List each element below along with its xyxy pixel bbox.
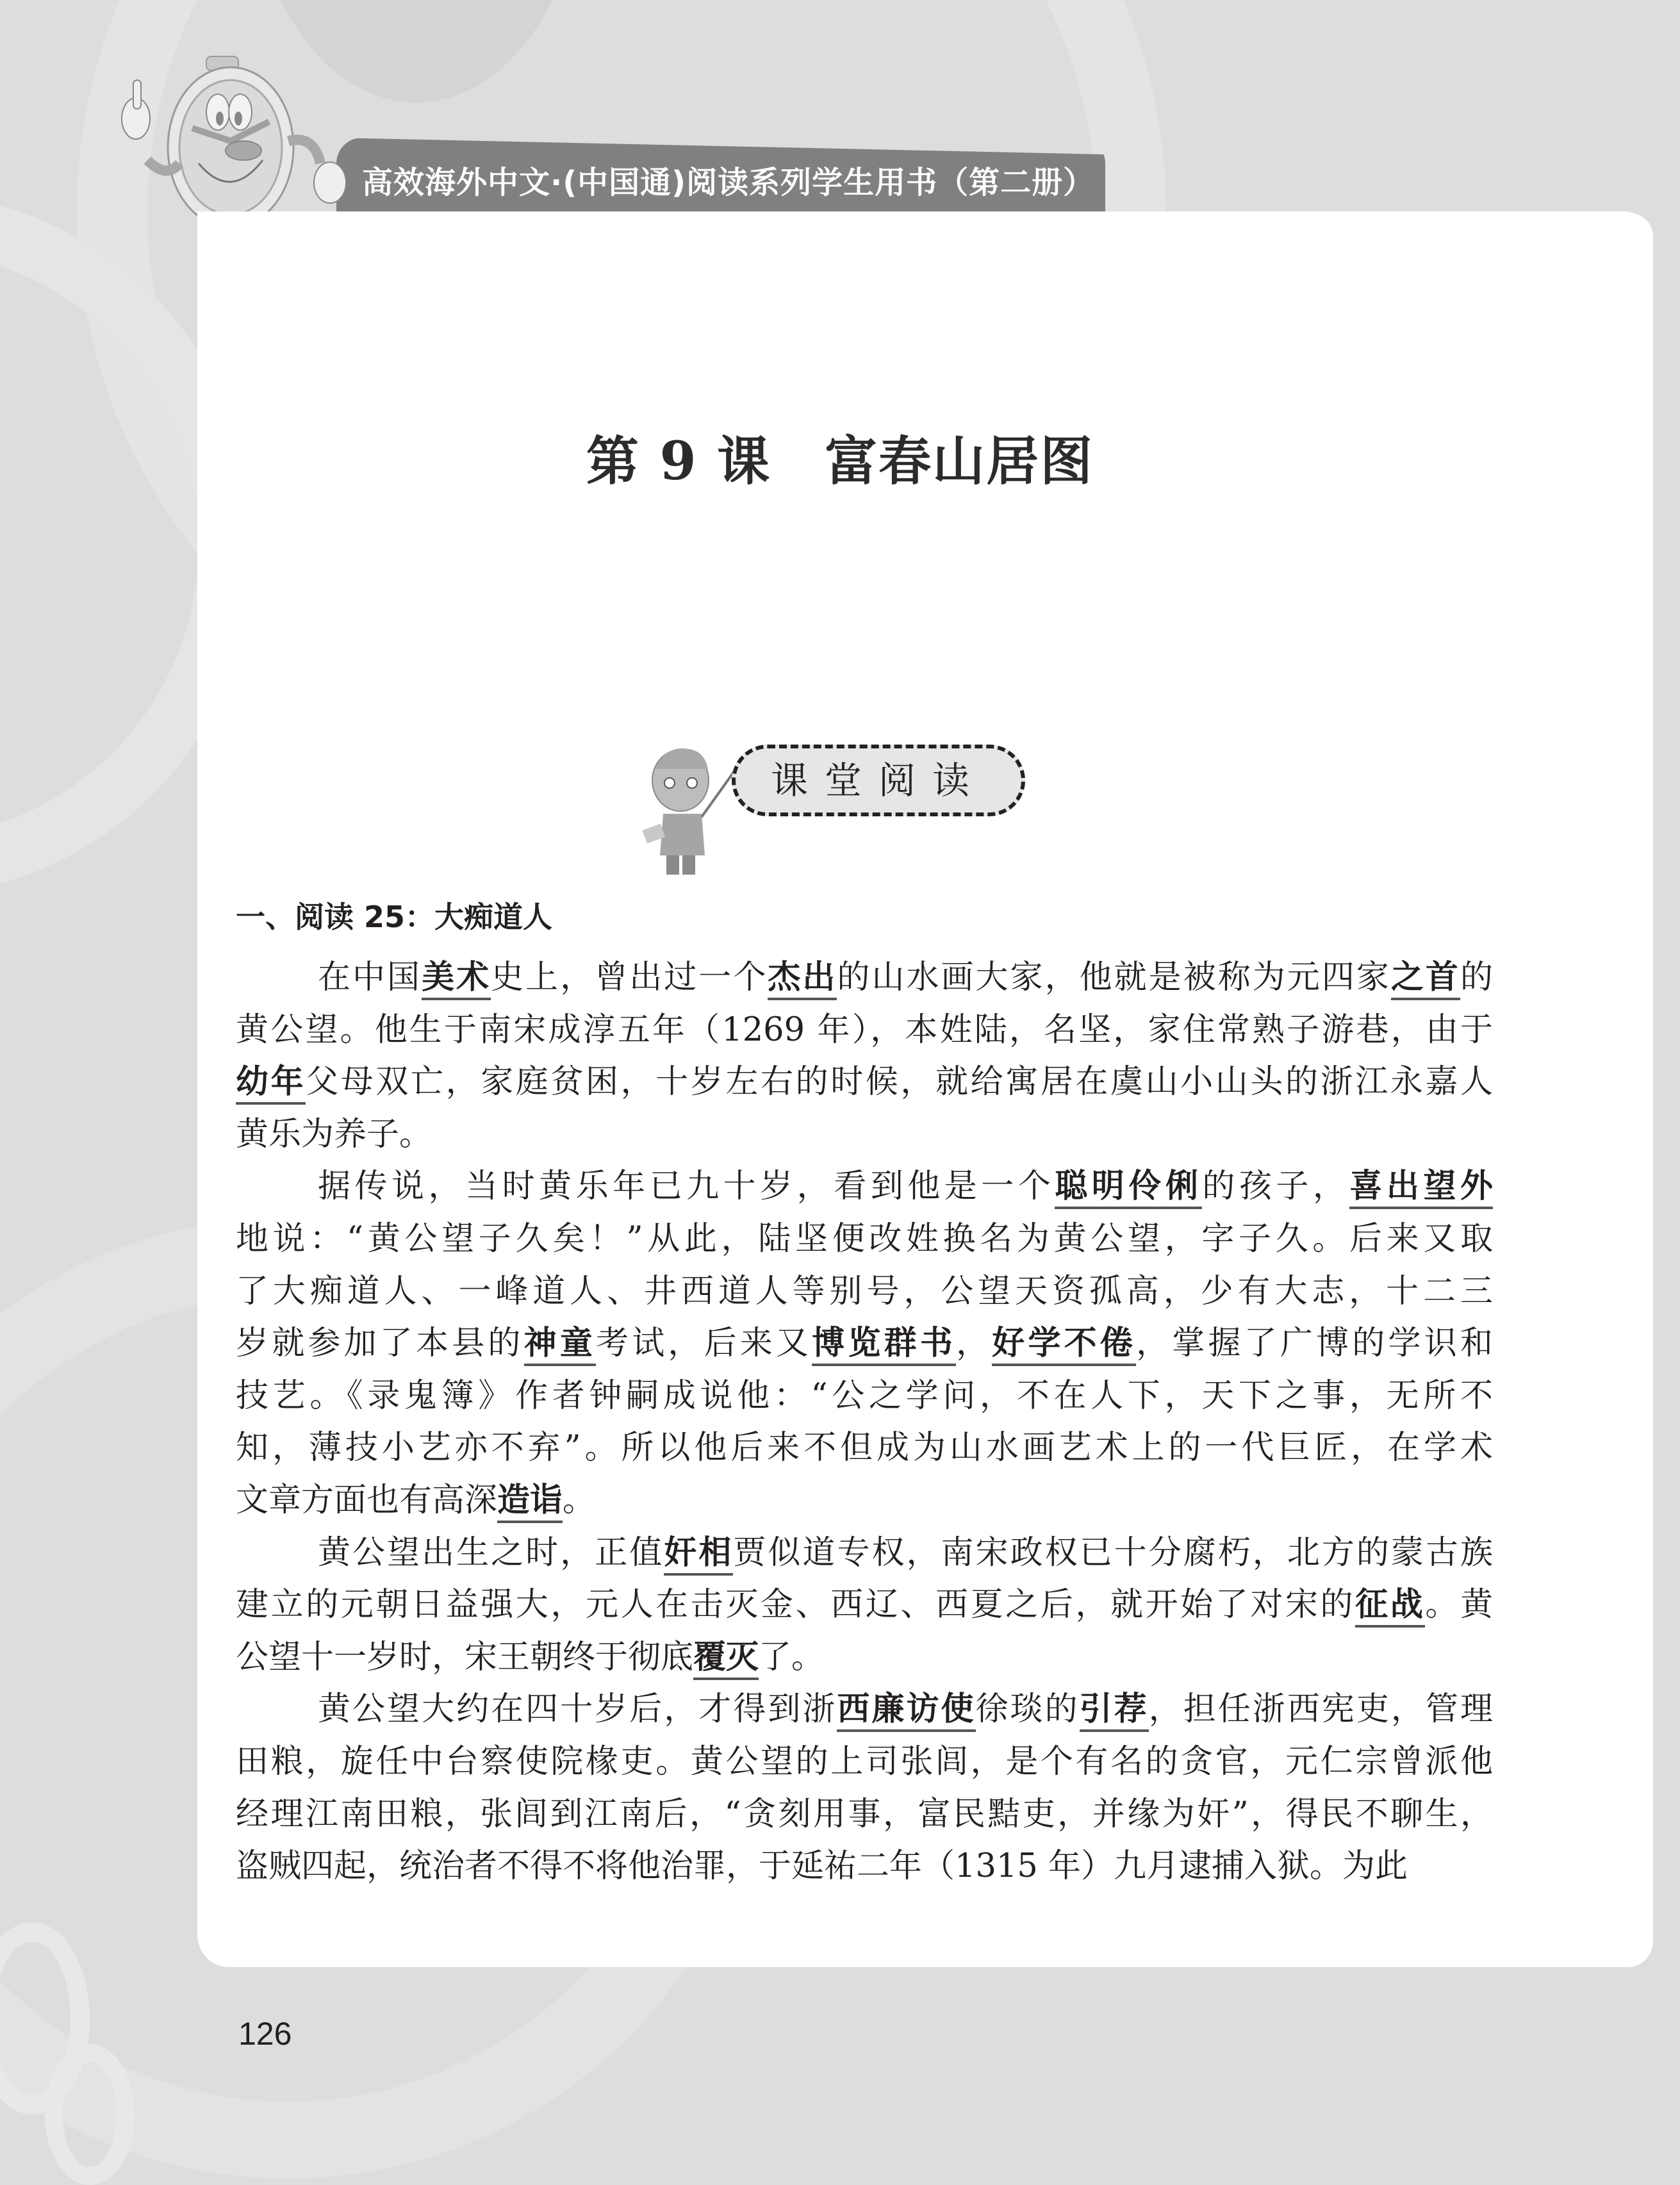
text-line (236, 1474, 1493, 1527)
page-tab-notch (1627, 211, 1680, 256)
text-segment: 田粮，旋任中台察使院椽吏。黄公望的上司张闾，是个有名的贪官，元仁宗曾派他 (236, 1742, 1493, 1781)
text-segment: 技艺。《录鬼簿》作者钟嗣成说他：“公之学问，不在人下，天下之事，无所不 (236, 1376, 1493, 1415)
text-segment: 黄公望。他生于南宋成淳五年（1269 年），本姓陆，名坚，家住常熟子游巷，由于 (236, 1010, 1493, 1049)
text-segment: 了。 (759, 1638, 825, 1676)
page-number: 126 (238, 2016, 292, 2052)
vocabulary-term: 神童 (524, 1324, 596, 1366)
text-line (236, 1840, 1493, 1893)
text-line (236, 1683, 1493, 1736)
text-line (236, 1109, 1493, 1161)
vocabulary-term: 覆灭 (693, 1638, 759, 1680)
text-line (236, 1213, 1493, 1266)
text-line (236, 1788, 1493, 1841)
text-segment: 徐琰的 (975, 1690, 1080, 1729)
paragraph (236, 1160, 1493, 1526)
classroom-reading-banner: 课堂阅读 (732, 745, 1025, 816)
text-segment: 黄乐为养子。 (236, 1115, 432, 1153)
text-segment: ，掌握了广博的学识和 (1136, 1324, 1493, 1363)
text-segment: 的孩子， (1202, 1167, 1350, 1206)
text-line (236, 952, 1493, 1004)
text-line (236, 1160, 1493, 1213)
background-ring-small-2 (45, 2044, 135, 2185)
paragraph (236, 1527, 1493, 1684)
text-segment: 黄公望出生之时，正值 (318, 1533, 664, 1572)
text-line (236, 1004, 1493, 1057)
text-line (236, 1266, 1493, 1318)
vocabulary-term: 之首 (1391, 959, 1460, 1000)
text-segment: 岁就参加了本县的 (236, 1324, 524, 1363)
text-segment: 。 (563, 1481, 596, 1519)
vocabulary-term: 引荐 (1080, 1690, 1149, 1732)
vocabulary-term: 美术 (422, 959, 491, 1000)
text-segment: 盗贼四起，统治者不得不将他治罪，于延祐二年（1315 年）九月逮捕入狱。为此 (236, 1847, 1408, 1886)
text-line (236, 1056, 1493, 1109)
reading-passage (236, 952, 1493, 1893)
boy-with-pointer-icon (641, 743, 737, 878)
lesson-title: 第 9 课 富春山居图 (586, 431, 1094, 492)
text-segment: 考试，后来又 (596, 1324, 812, 1363)
paragraph (236, 952, 1493, 1160)
text-segment: 了大痴道人、一峰道人、井西道人等别号，公望天资孤高，少有大志，十二三 (236, 1272, 1493, 1310)
vocabulary-term: 征战 (1355, 1586, 1425, 1628)
text-line (236, 1527, 1493, 1579)
text-segment: 的 (1460, 959, 1493, 996)
text-segment: ，担任浙西宪吏，管理 (1148, 1690, 1493, 1729)
text-segment: 黄公望大约在四十岁后，才得到浙 (318, 1690, 837, 1729)
vocabulary-term: 造诣 (497, 1481, 563, 1523)
vocabulary-term: 幼年 (236, 1063, 306, 1105)
text-segment: 建立的元朝日益强大，元人在击灭金、西辽、西夏之后，就开始了对宋的 (236, 1586, 1356, 1624)
book-series-title: 高效海外中文·(中国通)阅读系列学生用书（第二册） (362, 165, 1095, 201)
text-line (236, 1422, 1493, 1474)
vocabulary-term: 喜出望外 (1349, 1167, 1493, 1209)
paragraph (236, 1683, 1493, 1892)
text-segment: 贾似道专权，南宋政权已十分腐朽，北方的蒙古族 (733, 1533, 1493, 1572)
text-segment: 。黄 (1425, 1586, 1493, 1624)
text-segment: 史上，曾出过一个 (491, 959, 768, 996)
vocabulary-term: 好学不倦 (992, 1324, 1136, 1366)
text-segment: 的山水画大家，他就是被称为元四家 (837, 959, 1391, 996)
vocabulary-term: 杰出 (768, 959, 837, 1000)
vocabulary-term: 聪明伶俐 (1055, 1167, 1202, 1209)
vocabulary-term: 西廉访使 (837, 1690, 975, 1732)
text-line (236, 1736, 1493, 1788)
text-line (236, 1631, 1493, 1684)
text-segment: 地说：“黄公望子久矣！”从此，陆坚便改姓换名为黄公望，字子久。后来又取 (236, 1219, 1493, 1258)
text-segment: 公望十一岁时，宋王朝终于彻底 (236, 1638, 694, 1676)
text-line (236, 1579, 1493, 1631)
text-segment: 在中国 (318, 959, 422, 996)
clock-mascot-icon (109, 51, 365, 237)
text-segment: 父母双亡，家庭贫困，十岁左右的时候，就给寓居在虞山小山头的浙江永嘉人 (306, 1063, 1493, 1101)
text-segment: ， (956, 1324, 992, 1363)
text-line (236, 1317, 1493, 1370)
text-segment: 文章方面也有高深 (236, 1481, 498, 1519)
vocabulary-term: 奸相 (664, 1534, 733, 1576)
vocabulary-term: 博览群书 (812, 1324, 956, 1366)
text-segment: 经理江南田粮，张闾到江南后，“贪刻用事，富民黠吏，并缘为奸”，得民不聊生， (236, 1795, 1493, 1833)
text-line (236, 1370, 1493, 1422)
text-segment: 知，薄技小艺亦不弃”。所以他后来不但成为山水画艺术上的一代巨匠，在学术 (236, 1429, 1493, 1467)
section-heading: 一、阅读 25：大痴道人 (236, 900, 553, 934)
text-segment: 据传说，当时黄乐年已九十岁，看到他是一个 (318, 1167, 1055, 1206)
